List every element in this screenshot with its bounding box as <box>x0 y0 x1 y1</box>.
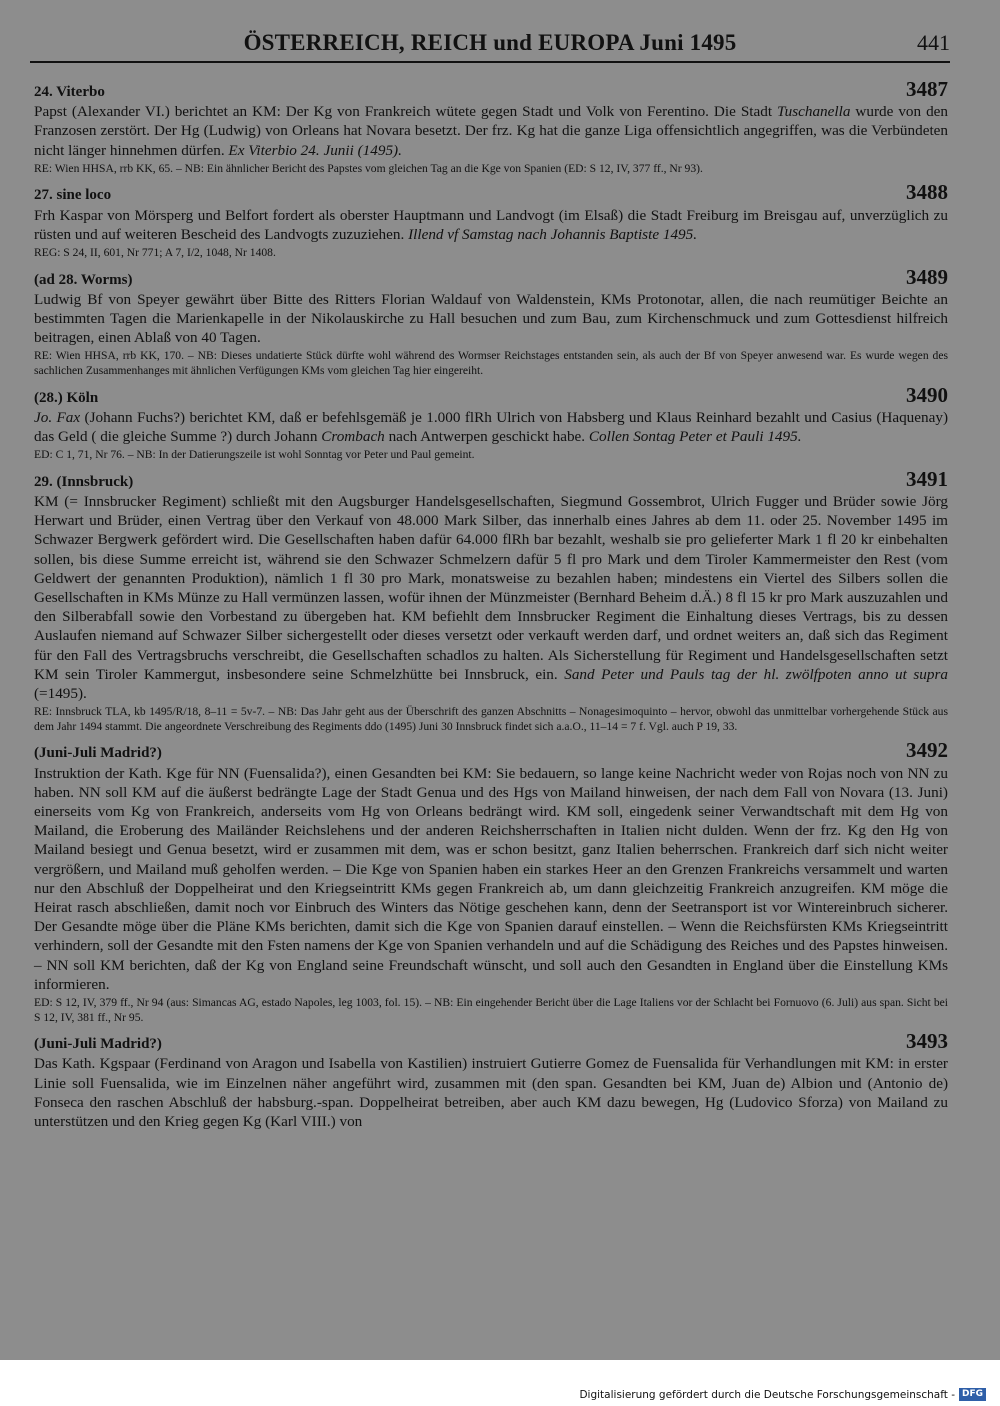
header-rule <box>30 61 950 63</box>
entry <box>34 468 948 735</box>
entry-date-location: 27. sine loco <box>34 187 112 204</box>
entry-text: Jo. Fax (Johann Fuchs?) berichtet KM, daß er befehlsgemäß je 1.000 flRh Ulrich von Habsberg und Klaus Reinhard bezahlt und Casius (Haquenay) das Geld ( die gleiche Summe ?) durch Johann Crombach nach Antwerpen geschickt habe. Collen Sontag Peter et Pauli 1495. <box>34 408 948 446</box>
entry-note: ED: C 1, 71, Nr 76. – NB: In der Datierungszeile ist wohl Sonntag vor Peter und Paul gemeint. <box>34 448 475 462</box>
dfg-logo: DFG <box>959 1388 986 1401</box>
entry-number: 3493 <box>906 1029 948 1054</box>
entry-body <box>34 492 948 703</box>
entry-body <box>34 1054 948 1131</box>
entry-number: 3487 <box>906 77 948 101</box>
page-number: 441 <box>917 30 950 55</box>
entry <box>34 181 948 260</box>
entry-date-location: (28.) Köln <box>34 389 99 406</box>
entry-number: 3488 <box>906 180 948 205</box>
entry-note: REG: S 24, II, 601, Nr 771; A 7, I/2, 1048, Nr 1408. <box>34 246 276 260</box>
entry-header <box>34 78 948 102</box>
entry-date-location: (Juni-Juli Madrid?) <box>34 1036 162 1053</box>
entry <box>34 739 948 1025</box>
entry <box>34 78 948 176</box>
entry-text: Ludwig Bf von Speyer gewährt über Bitte des Ritters Florian Waldauf von Waldenstein, KMs Protonotar, allen, die nach reumütiger Beichte an bestimmten Tagen die Marienkapelle in der Nikolauskirche zu Hall besuchen und zum Bau, zum Kirchenschmuck und zum Gottesdienst hilfreich beitragen, einen Ablaß von 40 Tagen. <box>34 290 948 347</box>
entry-number: 3491 <box>906 466 948 491</box>
entry-note: ED: S 12, IV, 379 ff., Nr 94 (aus: Simancas AG, estado Napoles, leg 1003, fol. 15). – NB: Ein eingehender Bericht über die Lage Italiens vor der Schlacht bei Fornuovo (6. Juli) aus span. Sicht bei S 12, IV, 381 ff., Nr 95. <box>34 996 948 1024</box>
entry-note: RE: Innsbruck TLA, kb 1495/R/18, 8–11 = 5v-7. – NB: Das Jahr geht aus der Überschrift des ganzen Abschnitts – Nonagesimoquinto – hervor, obwohl das unmittelbar vorhergehende Stück aus dem Jahr 1494 stammt. Die angeordnete Verschreibung des Regiments ddo (1495) Juni 30 Innsbruck findet sich a.a.O., 11–14 = 7 f. Vgl. auch P 19, 33. <box>34 705 948 733</box>
entry <box>34 1030 948 1131</box>
entry-body <box>34 764 948 994</box>
entry-header <box>34 181 948 205</box>
entry-number: 3490 <box>906 382 948 407</box>
entry-header <box>34 1030 948 1054</box>
entry-note: RE: Wien HHSA, rrb KK, 65. – NB: Ein ähnlicher Bericht des Papstes vom gleichen Tag an die Kge von Spanien (ED: S 12, IV, 377 ff., Nr 93). <box>34 161 703 175</box>
entry-note: RE: Wien HHSA, rrb KK, 170. – NB: Dieses undatierte Stück dürfte wohl während des Wormser Reichstages entstanden sein, als auch der Bf von Speyer anwesend war. Es wurde wegen des sachlichen Zusammenhanges mit ähnlichen Verfügungen KMs vom gleichen Tag hier eingereiht. <box>34 349 948 378</box>
entry-header <box>34 739 948 763</box>
entry-date-location: 29. (Innsbruck) <box>34 473 134 490</box>
entry-body <box>34 206 948 244</box>
page-header <box>30 30 950 60</box>
entry <box>34 384 948 463</box>
entry-text: Instruktion der Kath. Kge für NN (Fuensalida?), einen Gesandten bei KM: Sie bedauern, so lange keine Nachricht weder von Rojas noch von NN zu haben. NN soll KM auf die äußerst bedrängte Lage der Stadt Genua und des Hgs von Mailand hinweisen, der nach dem Fall von Novara (13. Juni) einerseits vom Kg von Frankreich, anderseits vom Hg von Orleans bedrängt wird. KM soll, eingedenk seiner Verwandtschaft mit dem Hg von Mailand, die Eroberung des Mailänder Reichslehens und der anderen Reichsherrschaften in Italien nicht dulden. Wenn der frz. Kg den Hg von Mailand besiegt und Genua besetzt, wird er zusammen mit dem, was er schon besitzt, ganz Italien beherrschen. Frankreich darf sich nicht weiter vergrößern, und Mailand muß geholfen werden. – Die Kge von Spanien haben ein starkes Heer an den Grenzen Frankreichs versammelt und warten nur den Abschluß der Doppelheirat und den Kriegseintritt KMs gegen Frankreich ab, um dann gleichzeitig Frankreich anzugreifen. KM möge die Heirat rasch abschließen, damit noch vor Einbruch des Winters das Nötige geschehen kann, denn der Seetransport ist vor Wintereinbruch sicherer. Der Gesandte möge über die Pläne KMs berichten, damit sich die Kge von Spanien darauf einstellen. – Wenn die Reichsfürsten KMs Kriegseintritt verhindern, soll der Gesandte mit den Fsten namens der Kge von Spanien verhandeln und auf die Schädigung des Reiches und des Papstes hinweisen. – NN soll KM berichten, daß der Kg von England seine Freundschaft wünscht, und soll auch den Gesandten in England über die Einstellung KMs informieren. <box>34 764 948 993</box>
entry-body <box>34 290 948 348</box>
entry-header <box>34 468 948 492</box>
entry-body <box>34 408 948 446</box>
entry-text: Das Kath. Kgspaar (Ferdinand von Aragon und Isabella von Kastilien) instruiert Gutierre Gomez de Fuensalida für Verhandlungen mit KM: in erster Linie soll Fuensalida, wie im Einzelnen näher angeführt wird, zusammen mit (den span. Gesandten bei KM, Juan de) Albion und (Antonio de) Fonseca den raschen Abschluß der habsburg.-span. Doppelheirat betreiben, aber auch KM dazu bewegen, Hg (Ludovico Sforza) von Mailand zu unterstützen und den Krieg gegen Kg (Karl VIII.) von <box>34 1055 948 1131</box>
entries-list <box>34 78 948 1136</box>
entry-number: 3489 <box>906 264 948 289</box>
entry-date-location: 24. Viterbo <box>34 84 105 100</box>
entry-header <box>34 384 948 408</box>
entry <box>34 266 948 379</box>
footer-text: Digitalisierung gefördert durch die Deutsche Forschungsgemeinschaft - <box>579 1388 955 1401</box>
entry-text: Papst (Alexander VI.) berichtet an KM: Der Kg von Frankreich wütete gegen Stadt und Volk von Ferentino. Die Stadt Tuschanella wurde von den Franzosen zerstört. Der Hg (Ludwig) von Orleans hat Novara besetzt. Der frz. Kg hat die ganze Liga offensichtlich angegriffen, was die Verbündeten nicht länger hinnehmen dürfen. Ex Viterbio 24. Junii (1495). <box>34 103 948 159</box>
footer <box>579 1388 986 1401</box>
running-title: ÖSTERREICH, REICH und EUROPA Juni 1495 <box>243 30 737 55</box>
entry-text: Frh Kaspar von Mörsperg und Belfort fordert als oberster Hauptmann und Landvogt (im Elsaß) die Stadt Freiburg im Breisgau auf, unverzüglich zu rüsten und auf weiteren Bescheid des Landvogts zuzuziehen. Illend vf Samstag nach Johannis Baptiste 1495. <box>34 206 948 243</box>
entry-header <box>34 266 948 290</box>
entry-date-location: (Juni-Juli Madrid?) <box>34 745 162 762</box>
entry-number: 3492 <box>906 738 948 763</box>
entry-date-location: (ad 28. Worms) <box>34 271 133 288</box>
entry-body <box>34 102 948 160</box>
entry-text: KM (= Innsbrucker Regiment) schließt mit den Augsburger Handelsgesellschaften, Siegmund Gossembrot, Ulrich Fugger und Brüder sowie Jörg Herwart und Brüder, einen Vertrag über den Verkauf von 48.000 Mark Silber, das innerhalb eines Jahres ab dem 11. oder 25. November 1495 im Schwazer Bergwerk gefördert wird. Die Gesellschaften haben dafür 64.000 flRh bar bezahlt, weshalb sie pro gelieferter Mark 1 fl 20 kr einbehalten sollen, bis diese Summe erreicht ist, während sie den Schwazer Schmelzern dafür 5 fl pro Mark und dem Tiroler Kammermeister den Rest (vom Geldwert der genannten Produktion), nämlich 1 fl 30 pro Mark, monatsweise zu bezahlen haben; mindestens ein Viertel des Silbers sollen die Gesellschaften in KMs Münze zu Hall vermünzen lassen, wofür ihnen der Münzmeister (Bernhard Beheim d.Ä.) 8 fl 15 kr pro Mark auszuzahlen und den Silberabfall sowie den Vorbestand zu übergeben hat. KM befiehlt dem Innsbrucker Regiment die Einhaltung dieses Vertrags, bis zu dessen Auslaufen niemand auf Schwazer Silber sichergestellt oder dieses versetzt oder verkauft werden darf, und ordnet weiters an, daß sich das Regiment für den Fall des Vertragsbruchs verschreibt, die Gesellschaften schadlos zu halten. Als Sicherstellung für Regiment und Handelsgesellschaften setzt KM sein Tiroler Kammergut, insbesondere seine Schmelzhütte bei Innsbruck, ein. Sand Peter und Pauls tag der hl. zwölfpoten anno ut supra (=1495). <box>34 493 948 703</box>
